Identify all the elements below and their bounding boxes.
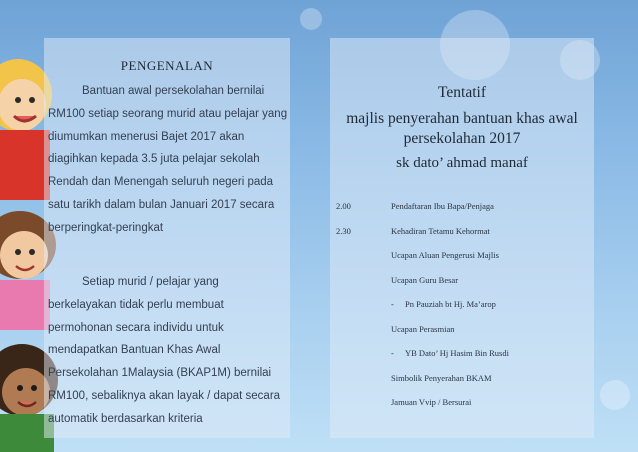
background-bokeh: [300, 8, 322, 30]
schedule-row: [336, 299, 586, 324]
schedule-row: [336, 324, 586, 349]
schedule-dash: -: [391, 299, 394, 309]
schedule-time: 2.30: [336, 225, 351, 236]
intro-paragraph-2: Setiap murid / pelajar yang berkelayakan tidak perlu membuat permohonan secara individu untuk mendapatkan Bantuan Khas Awal Persekolahan 1Malaysia (BKAP1M) bernilai RM100, sebaliknya akan layak / dapat secara automatik berdasarkan kriteria: [48, 276, 281, 425]
schedule-item-text: YB Dato’ Hj Hasim Bin Rusdi: [405, 348, 509, 358]
schedule-list: [336, 201, 586, 422]
schedule-item-text: Pn Pauziah bt Hj. Ma’arop: [405, 299, 496, 309]
schedule-item: [391, 299, 496, 309]
schedule-item: Kehadiran Tetamu Kehormat: [391, 225, 490, 236]
schedule-item: Pendaftaran Ibu Bapa/Penjaga: [391, 201, 494, 211]
tentative-heading: Tentatif: [438, 84, 486, 101]
school-name: sk dato’ ahmad manaf: [396, 155, 528, 171]
intro-title: PENGENALAN: [120, 58, 214, 73]
background-bokeh: [600, 380, 630, 410]
schedule-row: [336, 201, 586, 226]
schedule-dash: -: [391, 348, 394, 358]
schedule-item: [391, 348, 509, 358]
schedule-row: [336, 226, 586, 251]
event-title: majlis penyerahan bantuan khas awal persekolahan 2017: [346, 110, 578, 147]
schedule-item: Ucapan Aluan Pengerusi Majlis: [391, 250, 499, 260]
schedule-row: [336, 275, 586, 300]
schedule-item: Simbolik Penyerahan BKAM: [391, 372, 492, 383]
schedule-time: 2.00: [336, 201, 351, 211]
schedule-item: Ucapan Perasmian: [391, 323, 455, 334]
schedule-row: [336, 373, 586, 398]
schedule-item: Jamuan Vvip / Bersurai: [391, 397, 472, 407]
schedule-item: Ucapan Guru Besar: [391, 274, 459, 285]
schedule-row: [336, 348, 586, 373]
schedule-row: [336, 250, 586, 275]
schedule-row: [336, 397, 586, 422]
intro-paragraph-1: Bantuan awal persekolahan bernilai RM100 setiap seorang murid atau pelajar yang diumumkan menerusi Bajet 2017 akan diagihkan kepada 3.5 juta pelajar sekolah Rendah dan Menengah seluruh negeri pada satu tarikh dalam bulan Januari 2017 secara berperingkat-peringkat: [48, 85, 288, 234]
